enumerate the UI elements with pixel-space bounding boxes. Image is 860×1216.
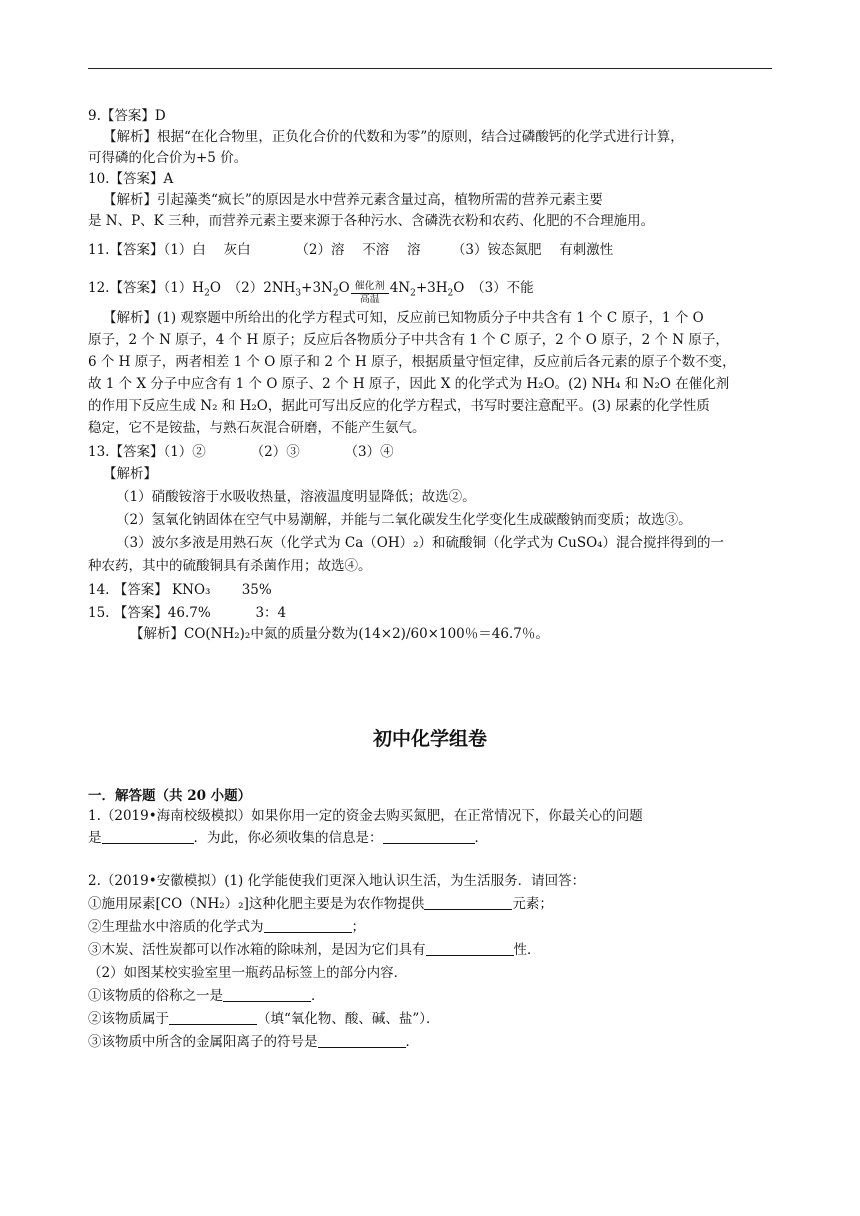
page-title: 初中化学组卷	[372, 728, 487, 750]
answer-blank[interactable]	[223, 987, 311, 1002]
answer-11: 11.【答案】（1）白 灰白 （2）溶 不溶 溶 （3）铵态氮肥 有刺激性	[88, 242, 614, 258]
explain-13-line2: （2）氢氧化钠固体在空气中易潮解，并能与二氧化碳发生化学变化生成碳酸钠而变质；故选③。	[116, 512, 692, 528]
answer-14: 14. 【答案】 KNO₃ 35%	[88, 582, 272, 598]
explain-13-line3: （3）波尔多液是用熟石灰（化学式为 Ca（OH）₂）和硫酸铜（化学式为 CuSO₄）混合搅拌得到的一	[116, 535, 725, 551]
explain-12-line6: 稳定，它不是铵盐，与熟石灰混合研磨，不能产生氨气。	[88, 420, 426, 436]
explain-10-line1: 【解析】引起藻类“疯长”的原因是水中营养元素含量过高，植物所需的营养元素主要	[103, 192, 603, 208]
problem-2-item1: ①施用尿素[CO（NH₂）₂]这种化肥主要是为农作物提供 元素；	[88, 896, 553, 912]
answer-9: 9.【答案】D	[88, 108, 166, 124]
problem-2-line1: 2.（2019•安徽模拟）(1) 化学能使我们更深入地认识生活，为生活服务．请回答：	[88, 873, 586, 889]
explain-13-line1: （1）硝酸铵溶于水吸收热量，溶液温度明显降低；故选②。	[116, 489, 476, 505]
explain-12-line2: 原子，2 个 N 原子，4 个 H 原子；反应后各物质分子中共含有 1 个 C 原子，2 个 O 原子，2 个 N 原子，	[88, 332, 729, 348]
header-rule	[88, 68, 772, 69]
problem-2-item5: ②该物质属于 （填“氧化物、酸、碱、盐”）．	[88, 1011, 440, 1027]
explain-12-line5: 的作用下反应生成 N₂ 和 H₂O，据此可写出反应的化学方程式，书写时要注意配平。(3) 尿素的化学性质	[88, 398, 710, 414]
problem-2-item3: ③木炭、活性炭都可以作冰箱的除味剂，是因为它们具有 性．	[88, 942, 541, 958]
section-heading: 一．解答题（共 20 小题）	[88, 788, 252, 804]
explain-12-line1: 【解析】(1) 观察题中所给出的化学方程式可知，反应前已知物质分子中共含有 1 个 C 原子，1 个 O	[103, 310, 704, 326]
answer-blank[interactable]	[424, 895, 512, 910]
answer-blank[interactable]	[318, 1033, 406, 1048]
explain-13-head: 【解析】	[103, 466, 157, 482]
reaction-condition: $\frac{\text{催化剂}}{\text{高温}}$	[351, 281, 389, 306]
answer-blank[interactable]	[169, 1010, 257, 1025]
answer-15: 15. 【答案】46.7% 3：4	[88, 605, 287, 621]
problem-2-item2: ②生理盐水中溶质的化学式为 ；	[88, 919, 365, 935]
answer-blank[interactable]	[383, 829, 475, 844]
explain-9-line1: 【解析】根据“在化合物里，正负化合价的代数和为零”的原则，结合过磷酸钙的化学式进行计算，	[103, 129, 684, 145]
explain-15: 【解析】CO(NH₂)₂中氮的质量分数为(14×2)/60×100％＝46.7％。	[130, 626, 549, 642]
problem-2-item4: ①该物质的俗称之一是 ．	[88, 988, 325, 1004]
answer-blank[interactable]	[426, 941, 514, 956]
answer-12: 12.【答案】$(1)H_2O$ $(2)2NH_3+3N_2O$ $\frac{\text{催化剂}}{\text{高温}}$ $4N_2+3H_2O$ （3）不能	[88, 280, 534, 305]
problem-1-line2: 是 ．为此，你必须收集的信息是： ．	[88, 830, 488, 846]
problem-1-line1: 1.（2019•海南校级模拟）如果你用一定的资金去购买氮肥，在正常情况下，你最关心的问题	[88, 808, 643, 824]
problem-2-part2: （2）如图某校实验室里一瓶药品标签上的部分内容．	[88, 965, 408, 981]
answer-blank[interactable]	[102, 829, 194, 844]
answer-10: 10.【答案】A	[88, 171, 174, 187]
problem-2-item6: ③该物质中所含的金属阳离子的符号是 ．	[88, 1034, 419, 1050]
explain-12-line3: 6 个 H 原子，两者相差 1 个 O 原子和 2 个 H 原子，根据质量守恒定律，反应前后各元素的原子个数不变，	[88, 354, 736, 370]
explain-12-line4: 故 1 个 X 分子中应含有 1 个 O 原子、2 个 H 原子，因此 X 的化学式为 H₂O。(2) NH₄ 和 N₂O 在催化剂	[88, 376, 730, 392]
answer-blank[interactable]	[264, 918, 352, 933]
explain-10-line2: 是 N、P、K 三种，而营养元素主要来源于各种污水、含磷洗衣粉和农药、化肥的不合理施用。	[88, 213, 655, 229]
answer-13: 13.【答案】（1）② （2）③ （3）④	[88, 444, 394, 460]
explain-9-line2: 可得磷的化合价为+5 价。	[88, 150, 248, 166]
explain-13-line4: 种农药，其中的硫酸铜具有杀菌作用；故选④。	[88, 558, 372, 574]
